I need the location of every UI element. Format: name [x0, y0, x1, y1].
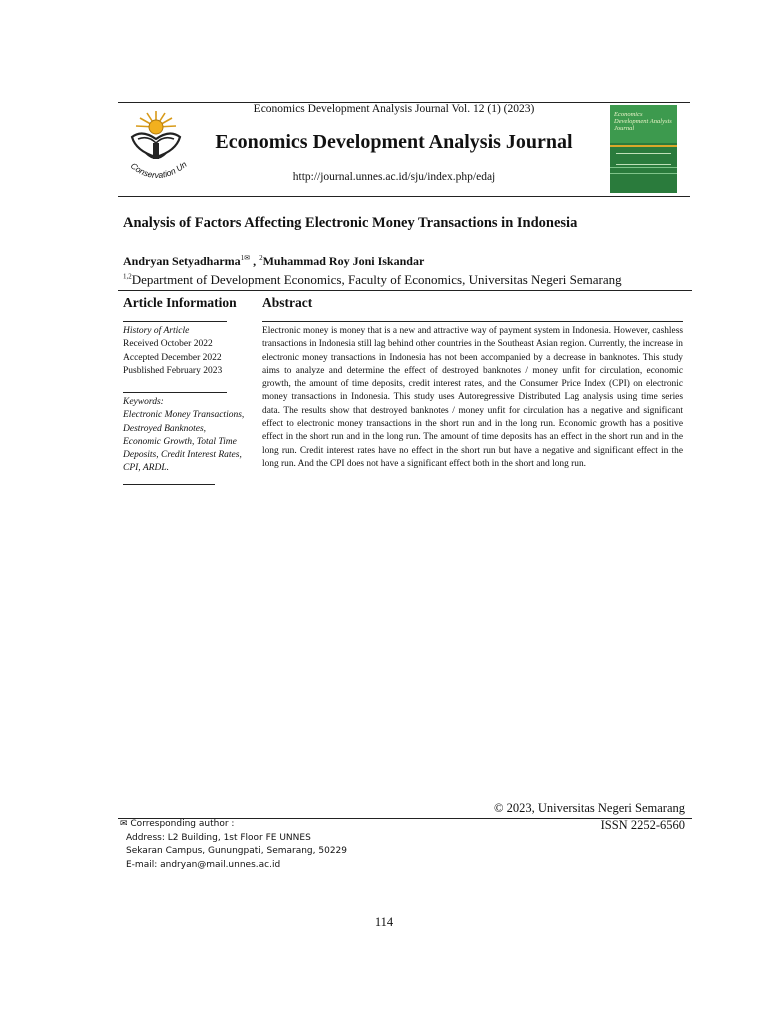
keyword-line: Electronic Money Transactions, [123, 410, 245, 421]
section-rule [118, 290, 692, 291]
abstract-rule [262, 321, 683, 322]
info-rule-bottom [123, 484, 215, 485]
published-date: Pusblished February 2023 [123, 365, 223, 376]
info-rule-top [123, 321, 227, 322]
address-line-1: Address: L2 Building, 1st Floor FE UNNES [126, 832, 311, 843]
issn: ISSN 2252-6560 [600, 818, 685, 832]
abstract-text: Electronic money is money that is a new and attractive way of payment system in Indonesia. However, cashless transactions in Indonesia still lag behind other countries in the Southeast Asian region. Currently, the increase in electronic money transactions in Indonesia has not been accompanied by a decrease in banknotes. This study aims to analyze and determine the effect of destroyed banknotes / money unfit for circulation, economic growth, the amount of time deposits, credit interest rates, and the Consumer Price Index (CPI) on electronic money transactions in Indonesia. This study uses Autoregressive Distributed Lag analysis using time series data. The results show that destroyed banknotes / money unfit for circulation has a negative and significant effect to electronic money transactions in the short run and in the long run. Economic growth has a positive effect in the short run and in the long run. The amount of time deposits has an effect in the short run and in the long run. Credit interest rates have no effect in the short run but have a negative and significant effect in the long run. And the CPI does not have a significant effect both in the short and long run. [262, 326, 683, 469]
article-information-heading: Article Information [123, 295, 237, 310]
accepted-date: Accepted December 2022 [123, 352, 222, 363]
corresponding-author-label: ✉ Corresponding author : [120, 819, 235, 829]
author-separator: , [250, 254, 260, 268]
corresponding-mark-icon: ✉ [244, 254, 251, 262]
keyword-line: Economic Growth, Total Time [123, 436, 237, 447]
article-history [123, 325, 251, 378]
journal-cover-image [610, 105, 677, 193]
affiliation-text: Department of Development Economics, Faculty of Economics, Universitas Negeri Semarang [131, 272, 622, 287]
authors [123, 254, 424, 269]
history-label: History of Article [123, 326, 190, 336]
email[interactable]: E-mail: andryan@mail.unnes.ac.id [126, 859, 281, 870]
logo-text: Conservation Un [128, 159, 189, 181]
corresponding-author-block [120, 818, 347, 872]
copyright: © 2023, Universitas Negeri Semarang [493, 801, 685, 815]
header-bottom-rule [118, 196, 690, 197]
affiliation-sup: 1,2 [123, 272, 132, 281]
page-number: 114 [374, 915, 394, 929]
author-1: Andryan Setyadharma [123, 254, 241, 268]
keyword-line: CPI, ARDL. [123, 463, 170, 474]
address-line-2: Sekaran Campus, Gunungpati, Semarang, 50229 [126, 846, 347, 856]
keyword-line: Destroyed Banknotes, [123, 423, 207, 434]
journal-title: Economics Development Analysis Journal [215, 131, 573, 153]
author-2-sup: 2 [259, 254, 263, 262]
abstract-heading: Abstract [262, 295, 313, 310]
received-date: Received October 2022 [123, 339, 213, 350]
info-rule-mid [123, 392, 227, 393]
article-title: Analysis of Factors Affecting Electronic Money Transactions in Indonesia [123, 215, 578, 231]
keywords-label: Keywords: [123, 397, 164, 407]
keyword-line: Deposits, Credit Interest Rates, [123, 450, 242, 461]
affiliation [123, 272, 622, 288]
author-1-sup: 1 [240, 254, 245, 262]
author-2: Muhammad Roy Joni Iskandar [262, 254, 425, 268]
journal-url[interactable]: http://journal.unnes.ac.id/sju/index.php/edaj [292, 171, 496, 183]
issue-line: Economics Development Analysis Journal Vol. 12 (1) (2023) [253, 103, 535, 115]
cover-title: Economics Development Analysis Journal [614, 111, 672, 132]
keywords-block [123, 396, 251, 476]
